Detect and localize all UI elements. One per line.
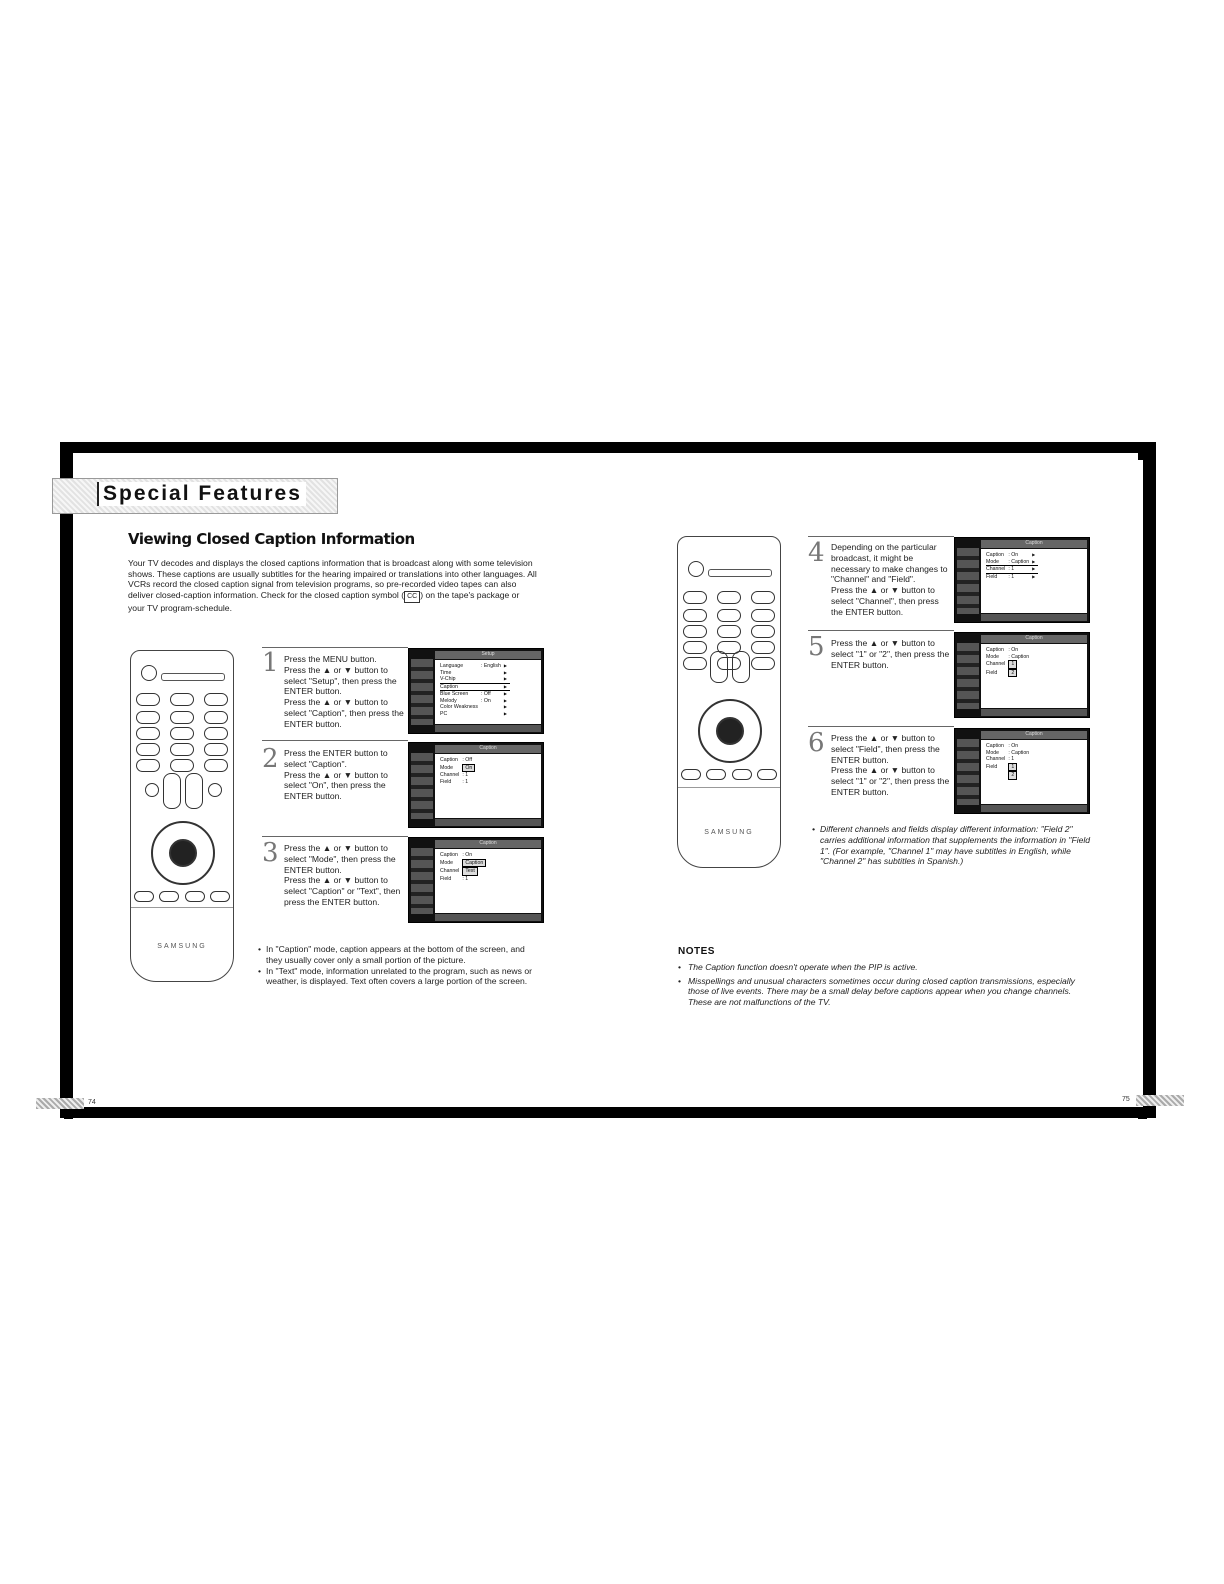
page-tab-left [36,1098,84,1109]
step-rule [262,740,408,741]
step-text: Depending on the particular broadcast, it might be necessary to make changes to "Channel" and "Field". Press the ▲ or ▼ button to select "Channel", then press the ENTER button. [831,542,948,617]
cc-symbol: CC [404,591,420,604]
mode-selector [708,569,772,577]
step-number: 2 [262,744,279,774]
step-rule [808,536,954,537]
divider [131,907,233,908]
section-title: Special Features [97,482,306,506]
step-rule [262,836,408,837]
tv-button-icon [208,783,222,797]
intro-paragraph [128,558,538,614]
notes-list [678,962,1088,1010]
step-number: 6 [808,728,825,758]
osd-caption-mode-menu: Caption Caption : On Mode Caption Channel Text Field : 1 [408,837,544,923]
corner-mark [1138,1110,1147,1119]
step-rule [808,630,954,631]
step-number: 5 [808,632,825,662]
notes-heading: NOTES [678,946,715,957]
page-number-left: 74 [88,1099,96,1106]
remote-brand: SAMSUNG [157,943,207,950]
step-text: Press the ▲ or ▼ button to select "1" or "2", then press the ENTER button. [831,638,950,670]
step-text: Press the ▲ or ▼ button to select "Field", then press the ENTER button. Press the ▲ or ▼ button to select "1" or "2", then press the ENTER button. [831,733,950,797]
osd-setup-menu: Setup Language : English ▶ Time ▶ V-Chip ▶ Caption ▶ Blue Screen : Off ▶ Melody : On ▶ Color Weakness ▶ PC ▶ [408,648,544,734]
list-item: • The Caption function doesn't operate when the PIP is active. [678,962,1088,973]
enter-button-icon [716,717,744,745]
remote-brand: SAMSUNG [704,829,754,836]
channel-rocker [732,651,750,683]
enter-button-icon [169,839,197,867]
intro-text: ) on the tape's package or your TV program-schedule. [128,589,520,613]
power-button-icon [688,561,704,577]
corner-mark [1138,451,1147,460]
list-item: • In "Caption" mode, caption appears at the bottom of the screen, and they usually cover only a small portion of the picture. [258,944,542,966]
osd-title: Setup [435,651,541,659]
step-rule [262,647,408,648]
page-title: Viewing Closed Caption Information [128,530,415,548]
mute-button-icon [145,783,159,797]
osd-caption-channel-menu: Caption Caption : On ▶ Mode : Caption ▶ Channel : 1 ▶ Field : 1 ▶ [954,537,1090,623]
power-button-icon [141,665,157,681]
volume-rocker [710,651,728,683]
mode-selector [161,673,225,681]
channel-rocker [185,773,203,809]
list-item: • Different channels and fields display different information: "Field 2" carries additional information that supplements the information in "Field 1". (For example, "Channel 1" may have subtitles in English, while "Channel 2" has subtitles in Spanish.) [812,824,1094,867]
corner-mark [64,451,73,460]
osd-channel-select-menu: Caption Caption : On Mode : Caption Channel 1 Field 2 [954,632,1090,718]
step-rule [808,726,954,727]
page-number-right: 75 [1122,1096,1130,1103]
osd-caption-menu: Caption Caption : Off Mode On Channel : 1 Field : 1 [408,742,544,828]
volume-rocker [163,773,181,809]
remote-control-right [677,536,781,868]
step-number: 3 [262,838,279,868]
step-number: 1 [262,648,279,678]
corner-mark [64,1110,73,1119]
channel-field-note [812,824,1094,867]
list-item: • In "Text" mode, information unrelated to the program, such as news or weather, is displayed. Text often covers a large portion of the screen. [258,966,542,988]
page-tab-right [1136,1095,1184,1106]
step-text: Press the ENTER button to select "Caption". Press the ▲ or ▼ button to select "On", then press the ENTER button. [284,748,388,802]
caption-mode-notes [258,944,542,987]
list-item: • Misspellings and unusual characters sometimes occur during closed caption transmissions, especially those of live events. There may be a small delay before captions appear when you change channels. These are not malfunctions of the TV. [678,976,1088,1008]
step-text: Press the ▲ or ▼ button to select "Mode", then press the ENTER button. Press the ▲ or ▼ button to select "Caption" or "Text", then press the ENTER button. [284,843,401,907]
remote-control-left [130,650,234,982]
step-number: 4 [808,538,825,568]
section-header [52,478,338,514]
osd-field-select-menu: Caption Caption : On Mode : Caption Channel : 1 Field 1 2 [954,728,1090,814]
divider [678,787,780,788]
step-text: Press the MENU button. Press the ▲ or ▼ button to select "Setup", then press the ENTER button. Press the ▲ or ▼ button to select "Caption", then press the ENTER button. [284,654,404,729]
intro-text: Your TV decodes and displays the closed captions information that is broadcast along with some television shows. These captions are usually subtitles for the hearing impaired or translations into other languages. All VCRs record the closed caption signal from television programs, so pre-recorded video tapes can also deliver closed-caption information. Check for the closed caption symbol ( [128,558,537,600]
osd-sidebar [411,659,433,725]
